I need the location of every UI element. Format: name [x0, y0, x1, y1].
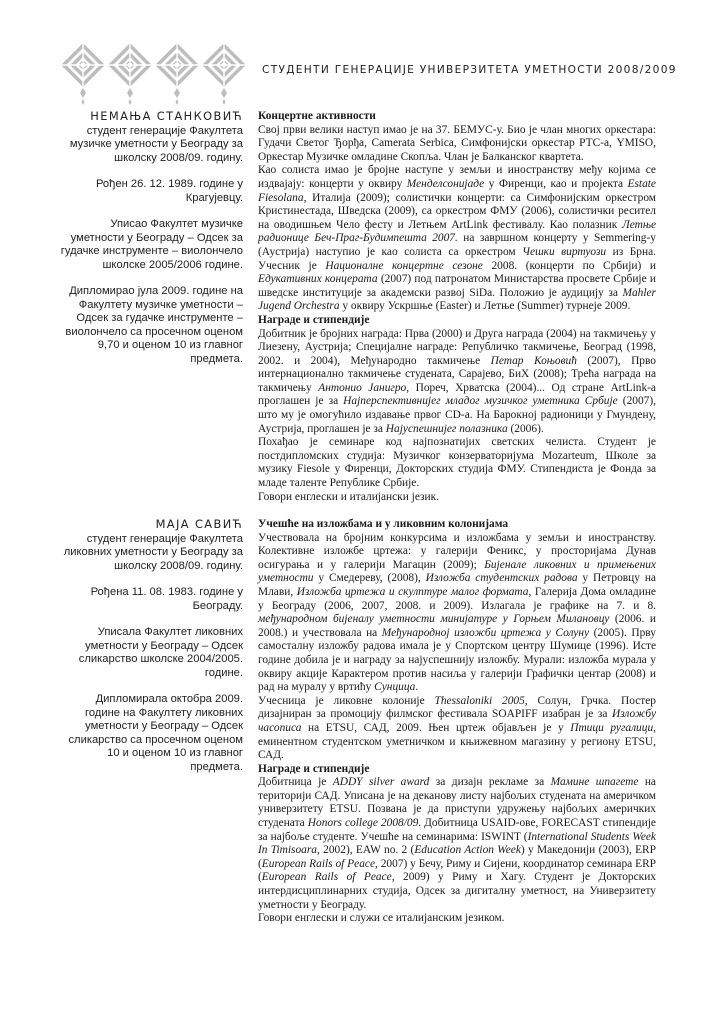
running-header: СТУДЕНТИ ГЕНЕРАЦИЈЕ УНИВЕРЗИТЕТА УМЕТНОСТИ 2008/2009 [262, 64, 677, 76]
person-name: МАЈА САВИЋ [155, 517, 243, 531]
sidebar-text: студент генерације Факултета музичке уметности у Београду за школску 2008/09. годину. [69, 124, 243, 164]
paragraph: Говори енглески и италијански језик. [258, 490, 439, 503]
ornament-tile [108, 43, 152, 105]
section-heading: Награде и стипендије [258, 313, 370, 326]
paragraph: Као солиста имао је бројне наступе у земљи и иностранству међу којима се издвајају: концерти у оквиру Менделсонијаде у Фиренци, као и пројекта Estate Fiesolana, Италија (2009); солистички концерти: са Симфонијским оркестром Кристинестада, Шведска (2009), са оркестром ФМУ (2006), солистички ресител на оводишњем Чело фесту и Летњем ArtLink фестивалу. Као полазник Летње радионице Беч-Праг-Будимпешта 2007. на завршном концерту у Semmering-у (Аустрија) наступио је као солиста са оркестром Чешки виртуози из Брна. Учесник је Националне концертне сезоне 2008. (концерти по Србији) и Едукативних концерата (2007) под патронатом Министарства просвете Србије и шведске институције за академски развој SiDa. Положио је аудицију за Mahler Jugend Orchestra у оквиру Ускршње (Easter) и Летње (Summer) турнеје 2009. [258, 164, 656, 313]
paragraph: Говори енглески и служи се италијанским језиком. [258, 912, 505, 925]
paragraph: Похађао је семинаре код најпознатијих светских челиста. Студент је постдипломских студија: Музичког конзерваторијума Mozarteum, Школе за музику Fiesole у Фиренци, Докторских студија ФМУ. Стипендиста је Фонда за младе таленте Републике Србије. [258, 436, 656, 490]
paragraph: Свој први велики наступ имао је на 37. БЕМУС-у. Био је члан многих оркестара: Гудачи Светог Ђорђа, Camerata Serbica, Симфонијски оркестар РТС-а, YMISO, Оркестар Музичке омладине Скопља. Члан је Балканског квартета. [258, 123, 656, 163]
sidebar-text: Уписала Факултет ликовних уметности у Београду – Одсек сликарство школске 2004/2005. године. [78, 626, 243, 679]
sidebar-text: Рођен 26. 12. 1989. године у Крагујевцу. [95, 178, 243, 204]
sidebar-text: Уписао Факултет музичке уметности у Београду – Одсек за гудачке инструменте – виолончело школске 2005/2006 године. [60, 218, 243, 271]
bio-sidebar-stankovic [60, 110, 243, 379]
sidebar-text: Дипломирао јула 2009. године на Факултету музичке уметности – Одсек за гудачке инструменте – виолончело са просечном оценом 9,70 и оценом 10 из главног предмета. [65, 285, 243, 365]
paragraph: Добитник је бројних награда: Прва (2000) и Друга награда (2004) на такмичењу у Лиезену, Аустрија; Специјалне награде: Републичко такмичење, Београд (1998, 2002. и 2004), Међународно такмичење Петар Коњовић (2007), Прво интернационално такмичење студената, Сарајево, БиХ (2008); Трећа награда на такмичењу Антонио Јанигро, Пореч, Хрватска (2004)... Од стране ArtLink-a проглашен је за Најперспективнијег младог музичког уметника Србије (2007), што му је омогућило издавање првог CD-a. На Барокној радионици у Гмундену, Аустрија, проглашен је за Најуспешнијег полазника (2006). [258, 327, 657, 435]
section-heading: Концертне активности [258, 110, 376, 122]
person-name: НЕМАЊА СТАНКОВИЋ [90, 109, 243, 123]
bio-body-savic [258, 518, 656, 926]
ornament-tile [155, 43, 199, 105]
section-heading: Награде и стипендије [258, 762, 370, 775]
paragraph: Добитница је ADDY silver award за дизајн рекламе за Мамине шпагете на територији САД. Уписана је на деканову листу најбољих студената на америчком универзитету ETSU. Позвана је да приступи удружењу најбољих америчких студената Honors college 2008/09. Добитница USAID-ове, FORECAST стипендије за најбоље студенте. Учешће на семинарима: ISWINT (International Students Week In Timisoara, 2002), EAW no. 2 (Education Action Week) у Македонији (2003), ERP (European Rails of Peace, 2007) у Бечу, Риму и Сијени, координатор семинара ERP (European Rails of Peace, 2009) у Риму и Хагу. Студент је Докторских интердисциплинарних студија, Одсек за дигиталну уметност, на Универзитету уметности у Београду. [258, 776, 657, 911]
sidebar-text: Дипломирала октобра 2009. године на Факултету ликовних уметности у Београду – Одсек сликарство са просечном оценом 10 и оценом 10 из главног предмета. [68, 693, 243, 773]
ornament-tile [61, 43, 105, 105]
bio-body-stankovic [258, 110, 656, 504]
sidebar-text: Рођена 11. 08. 1983. године у Београду. [90, 586, 243, 612]
paragraph: Учествовала на бројним конкурсима и изложбама у земљи и иностранству. Колективне изложбе цртежа: у галерији Феникс, у просторијама Дунав осигурања и у галерији Магацин (2009); Бијенале ликовних и примењених уметности у Смедереву, (2008), Изложба студентских радова у Петровцу на Млави, Изложба цртежа и скулптуре малог формата, Галерија Дома омладине у Београду (2006, 2007, 2008. и 2009). Излагала је графике на 7. и 8. међународном бијеналу уметности минијатуре у Горњем Милановцу (2006. и 2008.) и учествовала на Међународној изложби цртежа у Солуну (2005). Прву самосталну изложбу радова имала је у Спортском центру Шумице (1996). Исте године добила је и награду за најуспешнију изложбу. Мурали: изложба мурала у оквиру акције Карактером против насиља у галерији Графички центар (2008) и рад на муралу у вртићу Сунцица. [258, 531, 656, 694]
paragraph: Учесница је ликовне колоније Thessaloniki 2005, Солун, Грчка. Постер дизајниран за промоцију филмског фестивала SOAPIFF изабран је за Изложбу часописа на ETSU, САД, 2009. Њен цртеж објављен је у Птици ругалици, еминентном студентском уметничком и књижевном магазину у региону ETSU, САД. [258, 694, 656, 762]
bio-sidebar-savic [60, 518, 243, 787]
section-heading: Учешће на изложбама и у ликовним колонијама [258, 518, 509, 530]
ornament-tile [202, 43, 246, 105]
folk-pattern-ornament [60, 42, 250, 106]
sidebar-text: студент генерације Факултета ликовних уметности у Београду за школску 2008/09. годину. [63, 532, 243, 572]
